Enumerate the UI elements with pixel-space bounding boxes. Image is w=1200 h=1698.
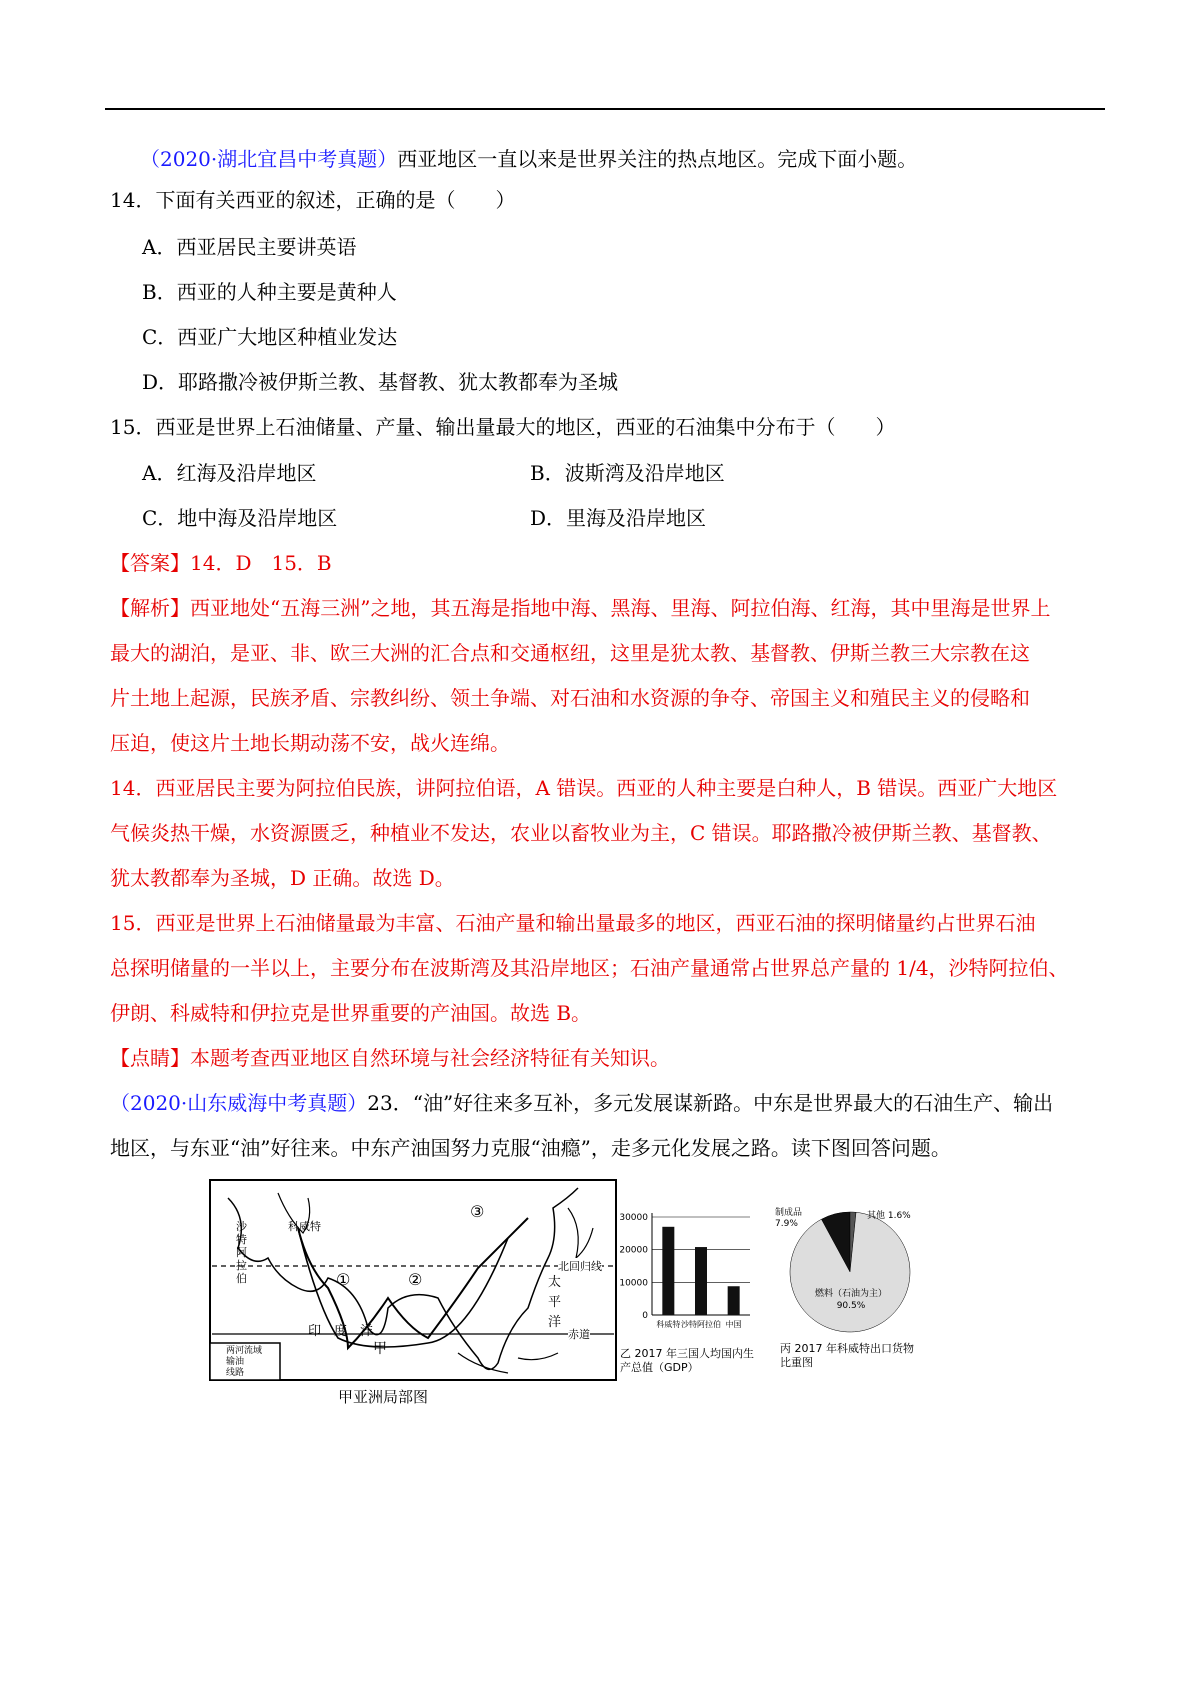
- bar: [662, 1227, 674, 1315]
- analysis-q14-line-2: 气候炎热干燥，水资源匮乏，种植业不发达，农业以畜牧业为主，C 错误。耶路撒冷被伊斯兰教、基督教、: [110, 821, 1052, 845]
- route-1-label: ①: [336, 1270, 351, 1289]
- comment-label: 【点睛】: [110, 1046, 190, 1070]
- pacific-label: 太 平 洋: [548, 1275, 562, 1330]
- analysis-line-1: 【解析】西亚地处“五海三洲”之地，其五海是指地中海、黑海、里海、阿拉伯海、红海，其中里海是世界上: [110, 596, 1051, 620]
- analysis-line-3: 片土地上起源，民族矛盾、宗教纠纷、领土争端、对石油和水资源的争夺、帝国主义和殖民主义的侵略和: [110, 686, 1030, 710]
- q14-option-c: C．西亚广大地区种植业发达: [142, 325, 398, 349]
- intro-2-line-1: （2020·山东威海中考真题）23．“油”好往来多互补，多元发展谋新路。中东是世界最大的石油生产、输出: [110, 1091, 1054, 1115]
- pie-slice-value-fuel: 90.5%: [836, 1301, 866, 1311]
- bar: [728, 1286, 740, 1315]
- analysis-line-4: 压迫，使这片土地长期动荡不安，战火连绵。: [110, 731, 510, 755]
- q14-option-a: A．西亚居民主要讲英语: [142, 235, 357, 259]
- asia-map-figure: [208, 1178, 618, 1440]
- q15-option-d: D．里海及沿岸地区: [530, 506, 707, 530]
- saudi-label: 沙 特 阿 拉 伯: [236, 1220, 247, 1285]
- y-tick-label: 10000: [619, 1278, 648, 1289]
- answer-label: 【答案】: [110, 551, 190, 575]
- bar: [695, 1247, 707, 1315]
- q15-stem: 15．西亚是世界上石油储量、产量、输出量最大的地区，西亚的石油集中分布于（ ）: [110, 415, 896, 439]
- analysis-q15-line-3: 伊朗、科威特和伊拉克是世界重要的产油国。故选 B。: [110, 1001, 592, 1025]
- bar-chart-title: 乙 2017 年三国人均国内生产总值（GDP）: [620, 1347, 754, 1374]
- route-3-label: ③: [470, 1202, 485, 1221]
- comment-text: 本题考查西亚地区自然环境与社会经济特征有关知识。: [190, 1046, 670, 1070]
- tropic-label: 北回归线: [558, 1260, 602, 1273]
- equator-label: 赤道: [568, 1328, 590, 1341]
- y-tick-label: 20000: [619, 1245, 648, 1256]
- q15-option-b: B．波斯湾及沿岸地区: [530, 461, 725, 485]
- pie-other-label: 其他 1.6%: [867, 1211, 911, 1221]
- indian-ocean-label: 印 度 洋: [308, 1324, 374, 1339]
- q14-stem: 14．下面有关西亚的叙述，正确的是（ ）: [110, 188, 516, 212]
- comment: [110, 1045, 670, 1071]
- map-legend: 两河流域 输油 线路: [226, 1346, 263, 1378]
- answer: [110, 550, 332, 576]
- pie-chart-title: 丙 2017 年科威特出口货物比重图: [780, 1342, 914, 1369]
- q14-option-b: B．西亚的人种主要是黄种人: [142, 280, 397, 304]
- y-tick-label: 30000: [619, 1213, 648, 1223]
- analysis-q14-line-3: 犹太教都奉为圣城，D 正确。故选 D。: [110, 866, 455, 890]
- intro-text: 西亚地区一直以来是世界关注的热点地区。完成下面小题。: [397, 147, 918, 171]
- jia-label: 甲: [373, 1341, 387, 1357]
- kuwait-label: 科威特: [288, 1220, 321, 1233]
- map-caption: 甲亚洲局部图: [338, 1388, 429, 1406]
- y-tick-label: 0: [642, 1311, 648, 1321]
- export-pie-chart-figure: [775, 1200, 925, 1390]
- source-tag-2: （2020·山东威海中考真题）: [110, 1091, 368, 1115]
- intro-1: [140, 146, 917, 172]
- pie-slice-label-fuel: 燃料（石油为主）: [815, 1289, 888, 1299]
- x-tick-label: 中国: [725, 1320, 742, 1329]
- intro-2-line-2: 地区，与东亚“油”好往来。中东产油国努力克服“油瘾”，走多元化发展之路。读下图回答问题。: [110, 1136, 951, 1160]
- q15-option-a: A．红海及沿岸地区: [142, 461, 317, 485]
- gdp-bar-chart: [610, 1205, 760, 1345]
- header-rule: [105, 108, 1105, 110]
- analysis-line-2: 最大的湖泊，是亚、非、欧三大洲的汇合点和交通枢纽，这里是犹太教、基督教、伊斯兰教三大宗教在这: [110, 641, 1030, 665]
- x-tick-label: 沙特阿拉伯: [681, 1320, 721, 1329]
- gdp-bar-chart-figure: [610, 1205, 760, 1385]
- q15-option-c: C．地中海及沿岸地区: [142, 506, 338, 530]
- pie-manufactures-label: 制成品 7.9%: [775, 1208, 803, 1229]
- source-tag: （2020·湖北宜昌中考真题）: [140, 147, 398, 171]
- analysis-q15-line-2: 总探明储量的一半以上，主要分布在波斯湾及其沿岸地区；石油产量通常占世界总产量的 1/4，沙特阿拉伯、: [110, 956, 1069, 980]
- answer-text: 14．D 15．B: [190, 551, 332, 575]
- pie-main-label: [815, 1288, 887, 1312]
- analysis-q14-line-1: 14．西亚居民主要为阿拉伯民族，讲阿拉伯语，A 错误。西亚的人种主要是白种人，B 错误。西亚广大地区: [110, 776, 1058, 800]
- analysis-label: 【解析】: [110, 596, 190, 620]
- x-tick-label: 科威特: [656, 1320, 681, 1329]
- route-2-label: ②: [408, 1270, 423, 1289]
- q14-option-d: D．耶路撒冷被伊斯兰教、基督教、犹太教都奉为圣城: [142, 370, 619, 394]
- analysis-q15-line-1: 15．西亚是世界上石油储量最为丰富、石油产量和输出量最多的地区，西亚石油的探明储量约占世界石油: [110, 911, 1036, 935]
